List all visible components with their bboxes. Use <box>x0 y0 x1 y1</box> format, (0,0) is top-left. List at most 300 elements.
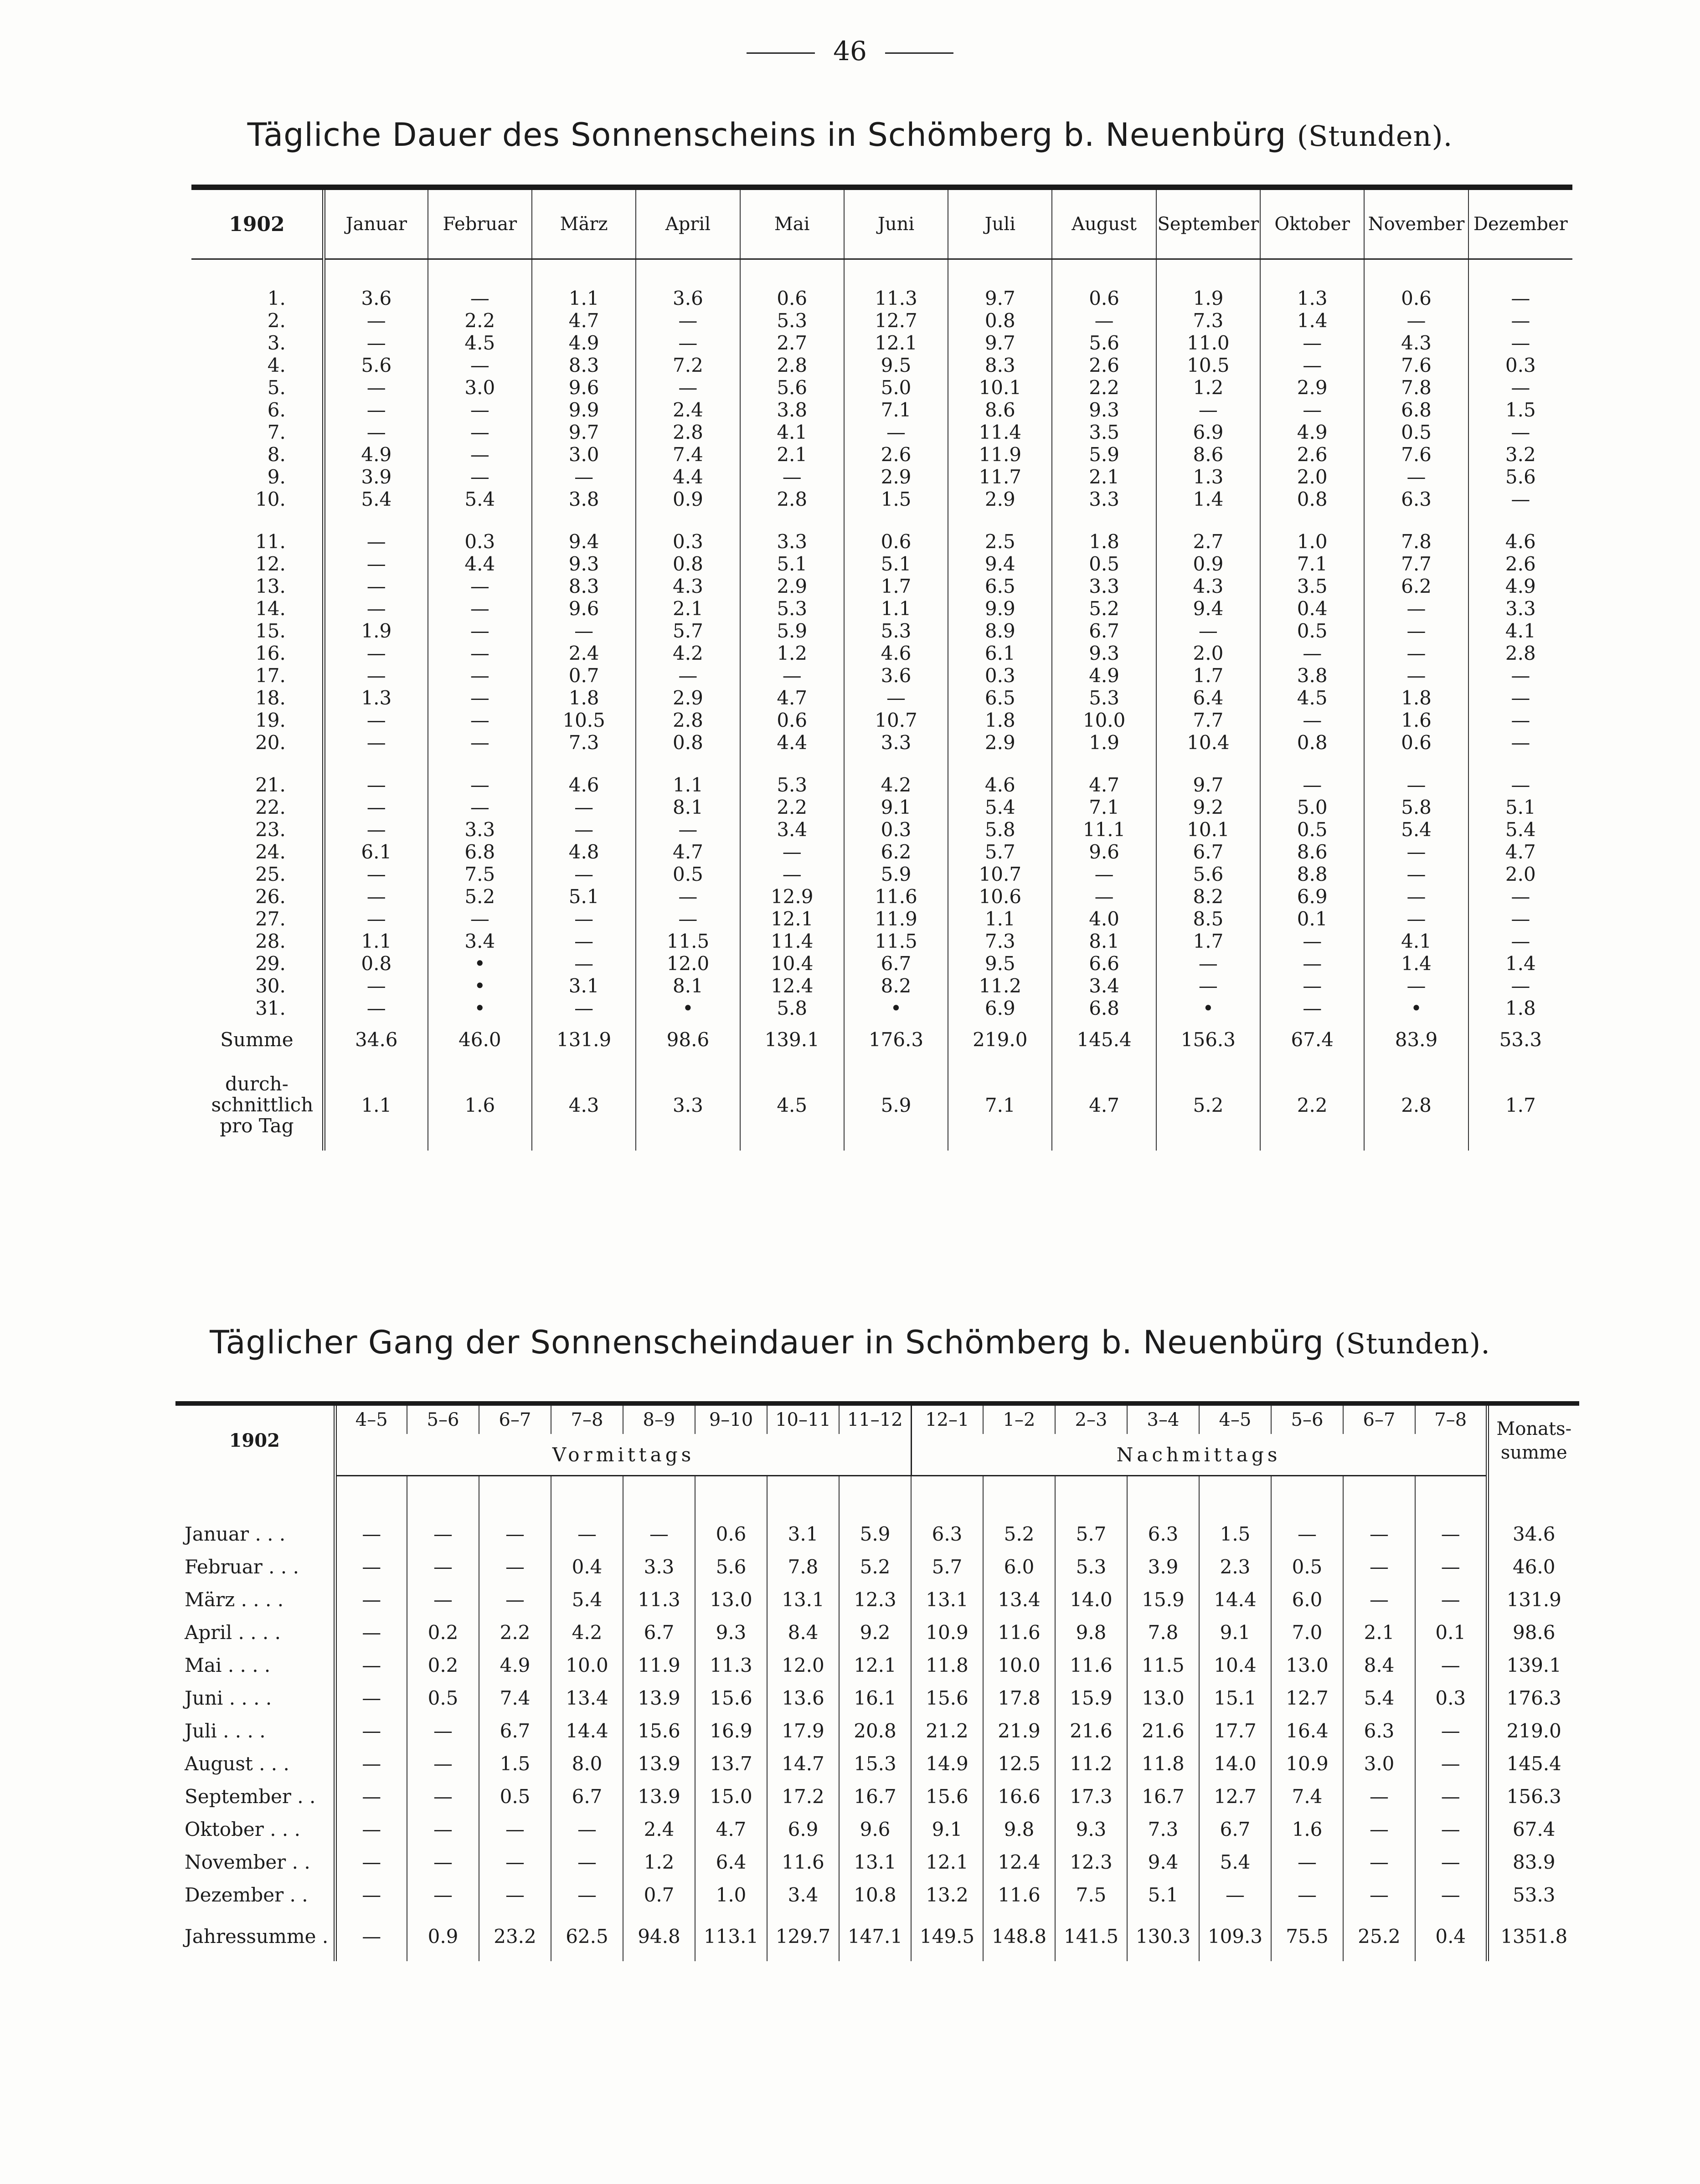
average-cell: 5.2 <box>1156 1059 1260 1151</box>
value-cell: — <box>636 332 740 354</box>
average-cell: 2.8 <box>1364 1059 1468 1151</box>
value-cell: 5.6 <box>324 354 428 376</box>
table1-year: 1902 <box>191 187 324 259</box>
value-cell: 4.7 <box>1468 841 1572 863</box>
value-cell: 11.8 <box>911 1649 983 1681</box>
value-cell: 7.2 <box>636 354 740 376</box>
value-cell: 6.1 <box>324 841 428 863</box>
value-cell: 1.5 <box>1199 1517 1271 1550</box>
value-cell: 1.2 <box>623 1845 695 1878</box>
value-cell: — <box>1364 466 1468 488</box>
value-cell: 2.0 <box>1260 466 1364 488</box>
value-cell: 15.6 <box>623 1714 695 1747</box>
table-row <box>191 952 1572 975</box>
spacer-cell <box>623 1476 695 1518</box>
value-cell: 9.1 <box>844 796 948 818</box>
value-cell: 2.2 <box>740 796 844 818</box>
value-cell: 6.9 <box>948 997 1052 1019</box>
value-cell: 4.2 <box>551 1616 623 1649</box>
spacer-cell <box>428 259 532 288</box>
value-cell: 0.3 <box>636 530 740 553</box>
month-header: August <box>1052 187 1156 259</box>
value-cell: 2.9 <box>844 466 948 488</box>
value-cell: 7.3 <box>1156 309 1260 332</box>
value-cell: — <box>479 1550 551 1583</box>
value-cell: — <box>1468 885 1572 908</box>
value-cell: 11.3 <box>623 1583 695 1616</box>
value-cell: — <box>1415 1780 1487 1813</box>
value-cell: 10.1 <box>1156 818 1260 841</box>
table-row <box>191 796 1572 818</box>
value-cell: 15.6 <box>911 1780 983 1813</box>
spacer-cell <box>1468 754 1572 774</box>
value-cell: 6.5 <box>948 575 1052 597</box>
spacer-cell <box>1260 754 1364 774</box>
value-cell: 11.5 <box>844 930 948 952</box>
value-cell: 10.0 <box>983 1649 1055 1681</box>
jahressumme-cell: — <box>335 1911 407 1961</box>
value-cell: 6.1 <box>948 642 1052 664</box>
value-cell: 3.4 <box>740 818 844 841</box>
value-cell: 4.7 <box>1052 774 1156 796</box>
value-cell: 17.3 <box>1055 1780 1127 1813</box>
spacer-cell <box>1052 754 1156 774</box>
value-cell: 8.0 <box>551 1747 623 1780</box>
vormittags-label: Vormittags <box>335 1434 911 1476</box>
value-cell: 0.6 <box>1052 287 1156 309</box>
spacer-cell <box>1199 1476 1271 1518</box>
month-header: März <box>532 187 636 259</box>
spacer-cell <box>1260 259 1364 288</box>
value-cell: 12.3 <box>839 1583 911 1616</box>
value-cell: — <box>1468 421 1572 443</box>
value-cell: 13.1 <box>767 1583 839 1616</box>
value-cell: — <box>1343 1878 1415 1911</box>
value-cell: — <box>1156 399 1260 421</box>
monatssumme-cell: 46.0 <box>1487 1550 1579 1583</box>
value-cell: 5.4 <box>324 488 428 510</box>
value-cell: — <box>335 1681 407 1714</box>
value-cell: 12.0 <box>636 952 740 975</box>
value-cell: 4.5 <box>428 332 532 354</box>
value-cell: 0.5 <box>1260 620 1364 642</box>
month-label: August . . . <box>185 1752 289 1775</box>
monatssumme-cell: 67.4 <box>1487 1813 1579 1845</box>
value-cell: 7.1 <box>1052 796 1156 818</box>
spacer-cell <box>844 510 948 530</box>
value-cell: 2.8 <box>740 488 844 510</box>
value-cell: 11.5 <box>1127 1649 1199 1681</box>
value-cell: 4.7 <box>532 309 636 332</box>
value-cell: 6.7 <box>551 1780 623 1813</box>
value-cell: 13.9 <box>623 1780 695 1813</box>
average-label-text: durch-schnittlich pro Tag <box>211 1073 314 1137</box>
value-cell: 0.5 <box>479 1780 551 1813</box>
value-cell: — <box>1468 709 1572 731</box>
spacer-cell <box>1468 510 1572 530</box>
spacer-cell <box>324 259 428 288</box>
value-cell: • <box>428 997 532 1019</box>
day-label: 11. <box>255 530 286 553</box>
value-cell: — <box>532 908 636 930</box>
value-cell: — <box>428 575 532 597</box>
value-cell: 9.2 <box>1156 796 1260 818</box>
table-row <box>191 488 1572 510</box>
value-cell: — <box>428 620 532 642</box>
value-cell: 13.9 <box>623 1681 695 1714</box>
value-cell: 8.4 <box>1343 1649 1415 1681</box>
value-cell: 9.3 <box>1052 642 1156 664</box>
jahressumme-total: 1351.8 <box>1487 1911 1579 1961</box>
jahressumme-cell: 109.3 <box>1199 1911 1271 1961</box>
value-cell: 0.3 <box>428 530 532 553</box>
value-cell: 10.9 <box>1271 1747 1343 1780</box>
value-cell: — <box>740 841 844 863</box>
jahressumme-cell: 113.1 <box>695 1911 767 1961</box>
value-cell: 3.6 <box>324 287 428 309</box>
value-cell: 2.6 <box>1260 443 1364 466</box>
spacer-cell <box>551 1476 623 1518</box>
value-cell: 9.2 <box>839 1616 911 1649</box>
spacer-cell <box>324 510 428 530</box>
page-number-dash-left <box>747 52 815 54</box>
value-cell: 11.2 <box>948 975 1052 997</box>
month-header: Oktober <box>1260 187 1364 259</box>
jahressumme-cell: 0.4 <box>1415 1911 1487 1961</box>
value-cell: 7.8 <box>1364 376 1468 399</box>
value-cell: 3.9 <box>1127 1550 1199 1583</box>
value-cell: — <box>428 796 532 818</box>
value-cell: — <box>1156 975 1260 997</box>
value-cell: 5.1 <box>740 553 844 575</box>
value-cell: 17.7 <box>1199 1714 1271 1747</box>
spacer-cell <box>191 259 324 288</box>
spacer-cell <box>948 754 1052 774</box>
value-cell: — <box>479 1845 551 1878</box>
month-label: Januar . . . <box>185 1522 286 1545</box>
value-cell: 0.6 <box>695 1517 767 1550</box>
value-cell: 9.6 <box>1052 841 1156 863</box>
value-cell: — <box>324 774 428 796</box>
table-row <box>175 1780 1579 1813</box>
jahressumme-row <box>175 1911 1579 1961</box>
day-label: 25. <box>255 863 286 885</box>
value-cell: — <box>407 1550 479 1583</box>
month-label: November . . <box>185 1850 310 1873</box>
value-cell: 7.0 <box>1271 1616 1343 1649</box>
value-cell: 8.3 <box>532 575 636 597</box>
monatssumme-cell: 83.9 <box>1487 1845 1579 1878</box>
month-header: Januar <box>324 187 428 259</box>
value-cell: 5.8 <box>948 818 1052 841</box>
table1-header-row <box>191 187 1572 259</box>
value-cell: — <box>1156 952 1260 975</box>
value-cell: 9.3 <box>532 553 636 575</box>
value-cell: 12.9 <box>740 885 844 908</box>
monatssumme-cell: 156.3 <box>1487 1780 1579 1813</box>
monatssumme-cell: 131.9 <box>1487 1583 1579 1616</box>
value-cell: 6.8 <box>428 841 532 863</box>
value-cell: 10.4 <box>1156 731 1260 754</box>
value-cell: 15.6 <box>911 1681 983 1714</box>
value-cell: 21.6 <box>1127 1714 1199 1747</box>
value-cell: 3.4 <box>767 1878 839 1911</box>
spacer-cell <box>191 754 324 774</box>
value-cell: 0.5 <box>636 863 740 885</box>
spacer-cell <box>1364 510 1468 530</box>
value-cell: 1.8 <box>1468 997 1572 1019</box>
value-cell: • <box>1156 997 1260 1019</box>
value-cell: 0.5 <box>1364 421 1468 443</box>
value-cell: 9.8 <box>983 1813 1055 1845</box>
value-cell: — <box>324 731 428 754</box>
value-cell: — <box>1343 1845 1415 1878</box>
value-cell: — <box>428 421 532 443</box>
value-cell: 17.9 <box>767 1714 839 1747</box>
spacer-cell <box>1487 1476 1579 1518</box>
value-cell: — <box>532 863 636 885</box>
value-cell: 0.6 <box>844 530 948 553</box>
value-cell: 1.7 <box>1156 664 1260 687</box>
monatssumme-cell: 139.1 <box>1487 1649 1579 1681</box>
value-cell: 1.1 <box>532 287 636 309</box>
value-cell: 2.1 <box>1052 466 1156 488</box>
monatssumme-cell: 98.6 <box>1487 1616 1579 1649</box>
table-row <box>175 1550 1579 1583</box>
value-cell: 8.6 <box>948 399 1052 421</box>
value-cell: — <box>1468 687 1572 709</box>
value-cell: 3.3 <box>1468 597 1572 620</box>
value-cell: 11.4 <box>740 930 844 952</box>
value-cell: 4.5 <box>1260 687 1364 709</box>
value-cell: 7.8 <box>767 1550 839 1583</box>
value-cell: 17.2 <box>767 1780 839 1813</box>
value-cell: 2.1 <box>636 597 740 620</box>
value-cell: — <box>1260 930 1364 952</box>
spacer-cell <box>324 754 428 774</box>
value-cell: • <box>1364 997 1468 1019</box>
value-cell: — <box>407 1878 479 1911</box>
value-cell: — <box>1415 1845 1487 1878</box>
value-cell: 6.0 <box>1271 1583 1343 1616</box>
value-cell: — <box>324 642 428 664</box>
average-row <box>191 1059 1572 1151</box>
value-cell: 0.3 <box>948 664 1052 687</box>
value-cell: 1.6 <box>1271 1813 1343 1845</box>
value-cell: — <box>551 1845 623 1878</box>
table2-year: 1902 <box>175 1403 335 1476</box>
value-cell: — <box>324 553 428 575</box>
average-cell: 4.5 <box>740 1059 844 1151</box>
value-cell: • <box>428 952 532 975</box>
value-cell: 16.1 <box>839 1681 911 1714</box>
value-cell: 6.6 <box>1052 952 1156 975</box>
hour-header: 7–8 <box>1415 1403 1487 1434</box>
value-cell: 9.7 <box>948 287 1052 309</box>
value-cell: — <box>324 885 428 908</box>
value-cell: 3.0 <box>1343 1747 1415 1780</box>
hour-header: 6–7 <box>1343 1403 1415 1434</box>
value-cell: 9.7 <box>532 421 636 443</box>
value-cell: 3.2 <box>1468 443 1572 466</box>
jahressumme-cell: 0.9 <box>407 1911 479 1961</box>
value-cell: — <box>324 818 428 841</box>
value-cell: 4.9 <box>324 443 428 466</box>
value-cell: 10.7 <box>948 863 1052 885</box>
day-label: 14. <box>255 597 286 620</box>
value-cell: 4.6 <box>532 774 636 796</box>
value-cell: 13.2 <box>911 1878 983 1911</box>
value-cell: 1.1 <box>844 597 948 620</box>
value-cell: — <box>1364 841 1468 863</box>
value-cell: 15.6 <box>695 1681 767 1714</box>
spacer-cell <box>767 1476 839 1518</box>
spacer-cell <box>636 259 740 288</box>
value-cell: 2.0 <box>1468 863 1572 885</box>
value-cell: 1.8 <box>1364 687 1468 709</box>
value-cell: 12.1 <box>740 908 844 930</box>
value-cell: 7.4 <box>479 1681 551 1714</box>
value-cell: 5.4 <box>1343 1681 1415 1714</box>
value-cell: 1.0 <box>695 1878 767 1911</box>
value-cell: 4.7 <box>740 687 844 709</box>
value-cell: — <box>1468 975 1572 997</box>
value-cell: 0.7 <box>623 1878 695 1911</box>
value-cell: 8.5 <box>1156 908 1260 930</box>
value-cell: 3.4 <box>1052 975 1156 997</box>
spacer-cell <box>1260 510 1364 530</box>
hour-header: 5–6 <box>1271 1403 1343 1434</box>
value-cell: — <box>407 1714 479 1747</box>
table2-title <box>0 1324 1700 1361</box>
value-cell: — <box>844 687 948 709</box>
spacer-cell <box>948 510 1052 530</box>
hour-header: 1–2 <box>983 1403 1055 1434</box>
value-cell: — <box>636 376 740 399</box>
value-cell: — <box>636 664 740 687</box>
table-row <box>175 1649 1579 1681</box>
table-row <box>191 885 1572 908</box>
value-cell: 10.5 <box>1156 354 1260 376</box>
day-label: 24. <box>255 841 286 863</box>
value-cell: — <box>428 687 532 709</box>
average-cell: 4.3 <box>532 1059 636 1151</box>
value-cell: — <box>324 597 428 620</box>
spacer-cell <box>1052 259 1156 288</box>
value-cell: 13.7 <box>695 1747 767 1780</box>
average-cell: 1.1 <box>324 1059 428 1151</box>
value-cell: 16.4 <box>1271 1714 1343 1747</box>
jahressumme-cell: 75.5 <box>1271 1911 1343 1961</box>
value-cell: 8.1 <box>636 796 740 818</box>
table1-title <box>0 116 1700 154</box>
value-cell: 1.2 <box>740 642 844 664</box>
spacer-cell <box>1127 1476 1199 1518</box>
value-cell: 1.5 <box>844 488 948 510</box>
value-cell: 6.3 <box>1364 488 1468 510</box>
value-cell: 6.3 <box>911 1517 983 1550</box>
value-cell: 4.2 <box>636 642 740 664</box>
value-cell: • <box>428 975 532 997</box>
spacer-cell <box>1156 259 1260 288</box>
table-row <box>191 421 1572 443</box>
value-cell: — <box>1052 863 1156 885</box>
value-cell: 0.9 <box>1156 553 1260 575</box>
day-label: 17. <box>255 664 286 687</box>
value-cell: 5.4 <box>948 796 1052 818</box>
spacer-cell <box>428 754 532 774</box>
value-cell: 1.3 <box>324 687 428 709</box>
value-cell: 11.6 <box>983 1878 1055 1911</box>
jahressumme-cell: 25.2 <box>1343 1911 1415 1961</box>
average-cell: 2.2 <box>1260 1059 1364 1151</box>
value-cell: 3.4 <box>428 930 532 952</box>
value-cell: 3.3 <box>844 731 948 754</box>
value-cell: 6.7 <box>479 1714 551 1747</box>
value-cell: — <box>1415 1517 1487 1550</box>
month-label: September . . <box>185 1785 316 1808</box>
hour-header: 12–1 <box>911 1403 983 1434</box>
value-cell: 7.5 <box>1055 1878 1127 1911</box>
value-cell: — <box>479 1813 551 1845</box>
day-label: 7. <box>267 421 286 443</box>
value-cell: 15.9 <box>1127 1583 1199 1616</box>
value-cell: 5.3 <box>844 620 948 642</box>
value-cell: 0.6 <box>740 287 844 309</box>
value-cell: 3.0 <box>428 376 532 399</box>
value-cell: 13.9 <box>623 1747 695 1780</box>
month-label: Februar . . . <box>185 1555 299 1578</box>
table-row <box>191 443 1572 466</box>
spacer-cell <box>1468 259 1572 288</box>
value-cell: 8.6 <box>1156 443 1260 466</box>
value-cell: 6.7 <box>1052 620 1156 642</box>
value-cell: — <box>1415 1714 1487 1747</box>
value-cell: 2.4 <box>623 1813 695 1845</box>
month-header: Juni <box>844 187 948 259</box>
value-cell: — <box>1415 1550 1487 1583</box>
value-cell: 9.9 <box>532 399 636 421</box>
day-label: 23. <box>255 818 286 841</box>
value-cell: 0.4 <box>551 1550 623 1583</box>
value-cell: 3.1 <box>532 975 636 997</box>
value-cell: — <box>1199 1878 1271 1911</box>
value-cell: — <box>324 997 428 1019</box>
hour-header: 5–6 <box>407 1403 479 1434</box>
value-cell: 3.5 <box>1260 575 1364 597</box>
value-cell: 2.4 <box>636 399 740 421</box>
value-cell: 0.8 <box>636 731 740 754</box>
summe-cell: 156.3 <box>1156 1019 1260 1059</box>
jahressumme-cell: 141.5 <box>1055 1911 1127 1961</box>
value-cell: 4.9 <box>1260 421 1364 443</box>
value-cell: 4.6 <box>1468 530 1572 553</box>
summe-label: Summe <box>220 1028 294 1051</box>
value-cell: — <box>335 1616 407 1649</box>
value-cell: 10.5 <box>532 709 636 731</box>
table1-title-unit: (Stunden). <box>1297 119 1453 153</box>
summe-cell: 34.6 <box>324 1019 428 1059</box>
value-cell: — <box>740 466 844 488</box>
value-cell: — <box>428 466 532 488</box>
value-cell: 5.1 <box>1468 796 1572 818</box>
value-cell: 6.8 <box>1364 399 1468 421</box>
value-cell: 1.8 <box>1052 530 1156 553</box>
jahressumme-cell: 147.1 <box>839 1911 911 1961</box>
value-cell: 1.4 <box>1364 952 1468 975</box>
value-cell: 9.4 <box>1156 597 1260 620</box>
value-cell: 3.9 <box>324 466 428 488</box>
